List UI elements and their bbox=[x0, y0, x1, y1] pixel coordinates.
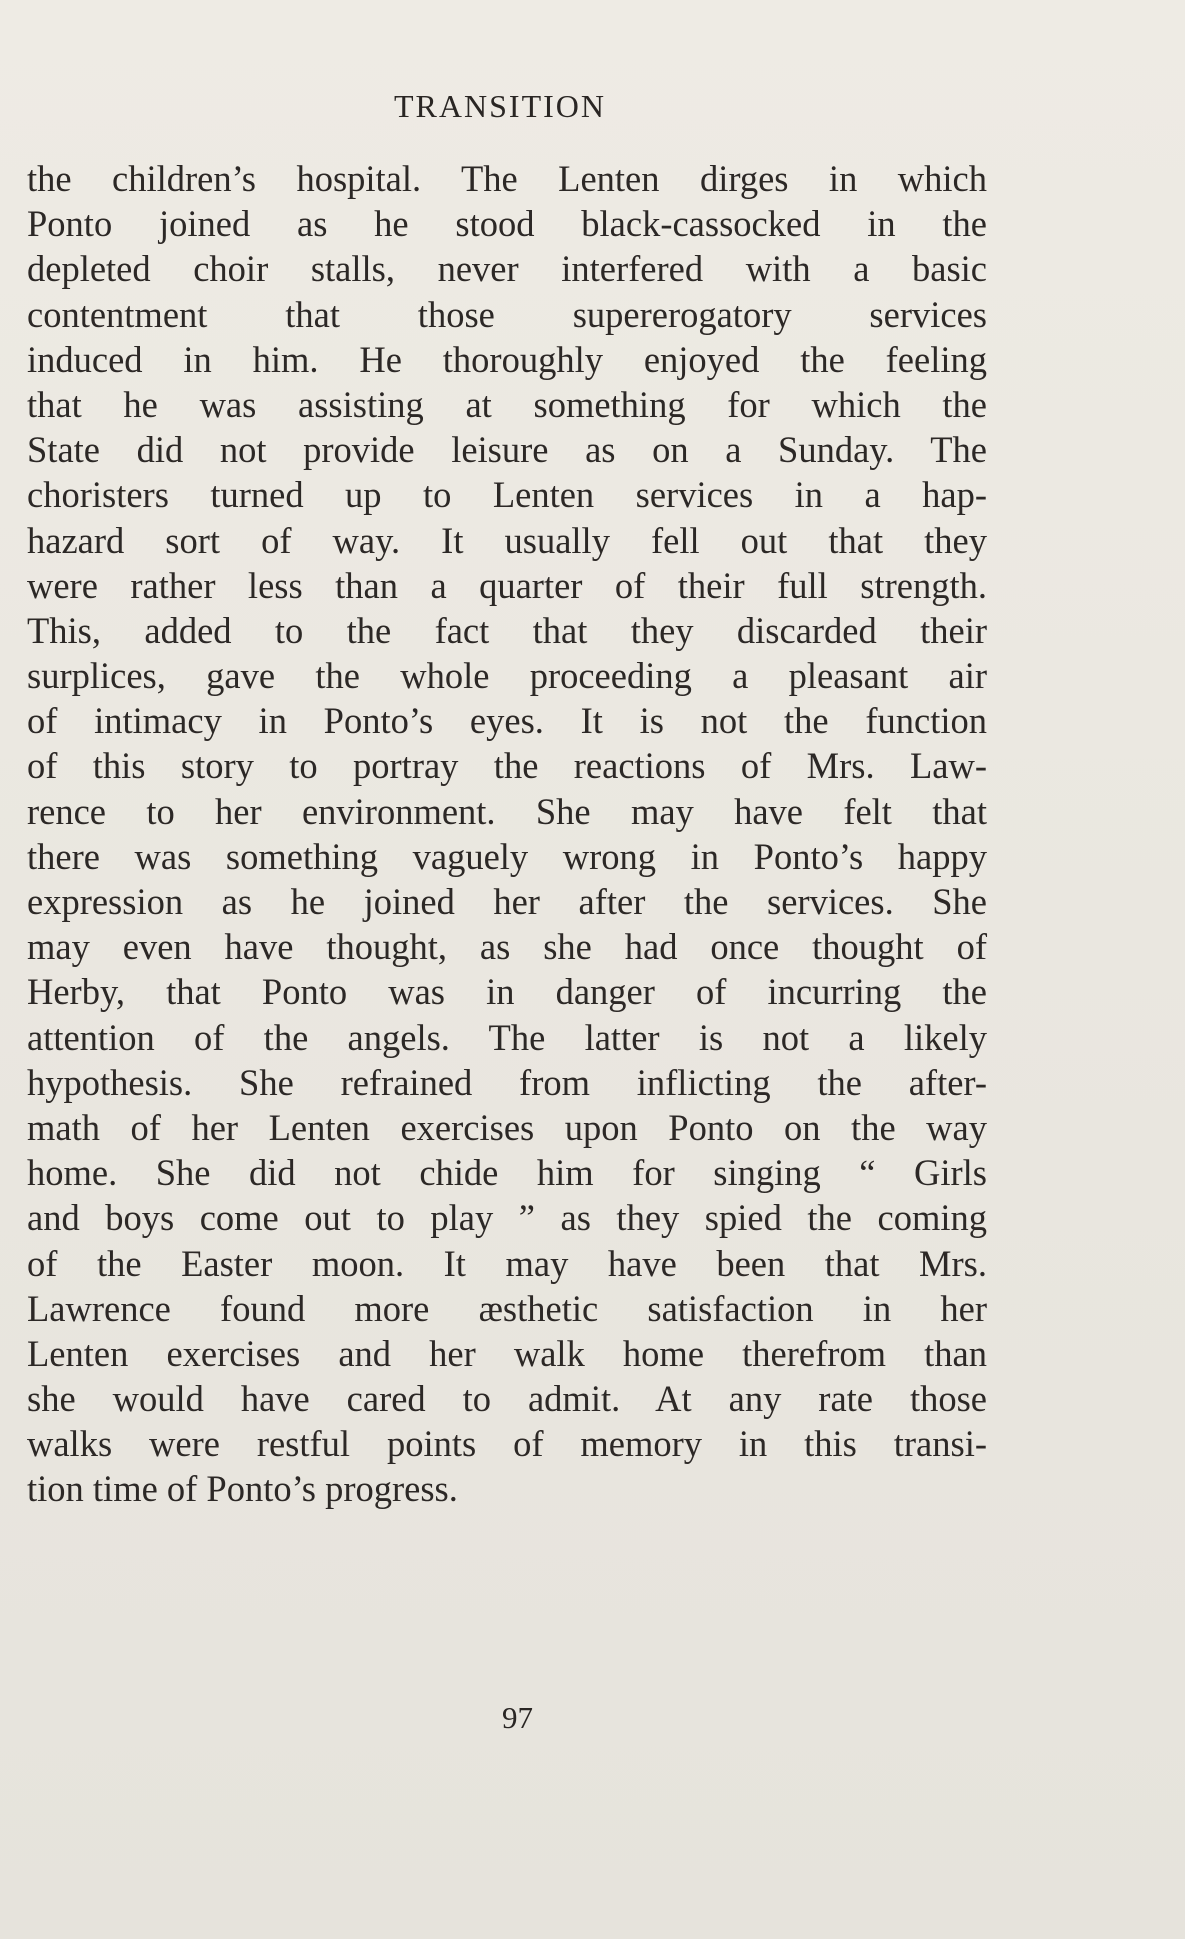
text-line: Lenten exercises and her walk home therefrom than bbox=[27, 1332, 987, 1374]
text-line: surplices, gave the whole proceeding a pleasant air bbox=[27, 655, 987, 697]
text-line: This, added to the fact that they discarded their bbox=[27, 609, 987, 651]
text-line: State did not provide leisure as on a Sunday. The bbox=[27, 429, 987, 471]
text-line: Lawrence found more æsthetic satisfaction in her bbox=[27, 1287, 987, 1329]
text-line: that he was assisting at something for which the bbox=[27, 383, 987, 425]
text-line: attention of the angels. The latter is not a likely bbox=[27, 1016, 987, 1058]
text-line: expression as he joined her after the services. She bbox=[27, 881, 987, 922]
text-line-last: tion time of Ponto’s progress. bbox=[27, 1468, 458, 1510]
text-line: hazard sort of way. It usually fell out that they bbox=[27, 519, 987, 561]
running-head: TRANSITION bbox=[394, 88, 606, 124]
text-line: of the Easter moon. It may have been that Mrs. bbox=[27, 1242, 987, 1284]
text-line: choristers turned up to Lenten services in a hap- bbox=[27, 474, 987, 516]
text-line: depleted choir stalls, never interfered with a basic bbox=[27, 248, 987, 290]
page-number: 97 bbox=[502, 1700, 533, 1735]
text-line: math of her Lenten exercises upon Ponto on the way bbox=[27, 1106, 987, 1148]
text-line: there was something vaguely wrong in Ponto’s happy bbox=[27, 835, 987, 877]
text-line: Herby, that Ponto was in danger of incurring the bbox=[27, 971, 987, 1013]
text-line: Ponto joined as he stood black-cassocked in the bbox=[27, 203, 987, 245]
text-line: walks were restful points of memory in this transi- bbox=[27, 1423, 987, 1465]
body-text bbox=[27, 156, 987, 1512]
text-line: the children’s hospital. The Lenten dirges in which bbox=[27, 158, 987, 199]
text-line: home. She did not chide him for singing “ Girls bbox=[27, 1152, 987, 1194]
text-line: rence to her environment. She may have felt that bbox=[27, 790, 987, 832]
text-line: of intimacy in Ponto’s eyes. It is not the function bbox=[27, 700, 987, 742]
text-line: and boys come out to play ” as they spied the coming bbox=[27, 1197, 987, 1239]
text-line: she would have cared to admit. At any rate those bbox=[27, 1378, 987, 1420]
text-line: hypothesis. She refrained from inflicting the after- bbox=[27, 1061, 987, 1103]
text-line: may even have thought, as she had once thought of bbox=[27, 926, 987, 968]
text-line: induced in him. He thoroughly enjoyed the feeling bbox=[27, 338, 987, 380]
text-line: were rather less than a quarter of their full strength. bbox=[27, 564, 987, 606]
text-line: contentment that those supererogatory services bbox=[27, 293, 987, 335]
text-line: of this story to portray the reactions of Mrs. Law- bbox=[27, 745, 987, 787]
